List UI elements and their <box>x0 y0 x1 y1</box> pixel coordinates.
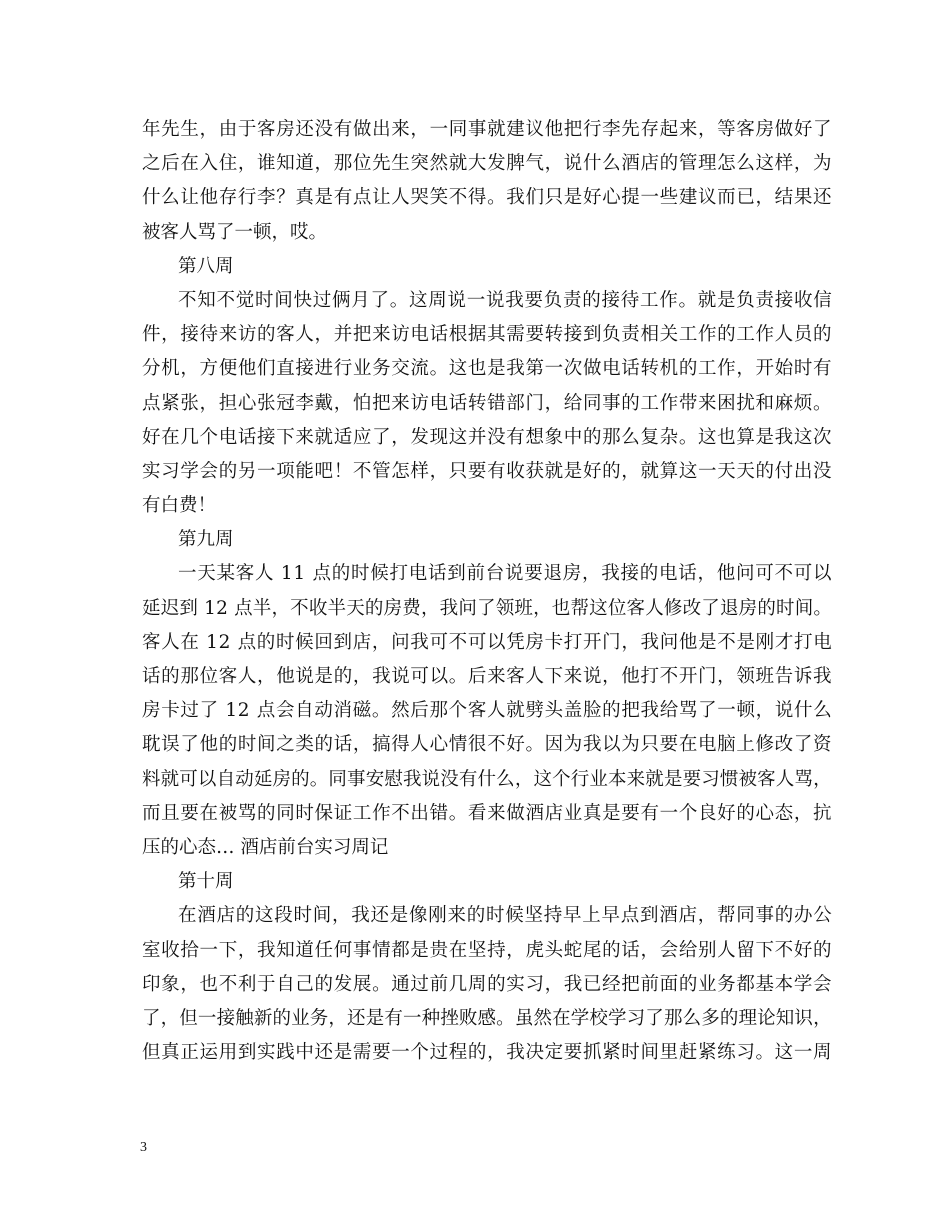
document-body <box>142 113 832 1070</box>
section-heading: 第十周 <box>178 871 234 893</box>
section-heading: 第九周 <box>178 529 234 551</box>
text-line: 了 ， 但 一 接 触 新 的 业 务 ， 还 是 有 一 种 挫 败 感 。 虽 然 在 学 校 学 习 了 那 么 多 的 理 论 知 识 ， <box>142 1007 832 1029</box>
text-line: 不 知 不 觉 时 间 快 过 俩 月 了 。 这 周 说 一 说 我 要 负 责 的 接 待 工 作 。 就 是 负 责 接 收 信 <box>178 289 832 311</box>
text-line: 客 人 在 1 2 点 的 时 候 回 到 店 ， 问 我 可 不 可 以 凭 房 卡 打 开 门 ， 我 问 他 是 不 是 刚 才 打 电 <box>142 631 832 653</box>
text-line: 件 ， 接 待 来 访 的 客 人 ， 并 把 来 访 电 话 根 据 其 需 要 转 接 到 负 责 相 关 工 作 的 工 作 人 员 的 <box>142 324 832 346</box>
text-line: 好 在 几 个 电 话 接 下 来 就 适 应 了 ， 发 现 这 并 没 有 想 象 中 的 那 么 复 杂 。 这 也 算 是 我 这 次 <box>142 426 832 448</box>
text-line: 点 紧 张 ， 担 心 张 冠 李 戴 ， 怕 把 来 访 电 话 转 错 部 门 ， 给 同 事 的 工 作 带 来 困 扰 和 麻 烦 。 <box>142 392 832 414</box>
text-line: 压的心态… 酒店前台实习周记 <box>142 836 389 858</box>
page-number: 3 <box>140 1140 147 1155</box>
text-line: 料 就 可 以 自 动 延 房 的 。 同 事 安 慰 我 说 没 有 什 么 ， 这 个 行 业 本 来 就 是 要 习 惯 被 客 人 骂 ， <box>142 768 832 790</box>
text-line: 年 先 生 ， 由 于 客 房 还 没 有 做 出 来 ， 一 同 事 就 建 议 他 把 行 李 先 存 起 来 ， 等 客 房 做 好 了 <box>142 119 832 140</box>
text-line: 之 后 在 入 住 ， 谁 知 道 ， 那 位 先 生 突 然 就 大 发 脾 气 ， 说 什 么 酒 店 的 管 理 怎 么 这 样 ， 为 <box>142 153 832 175</box>
text-line: 实 习 学 会 的 另 一 项 能 吧 ！ 不 管 怎 样 ， 只 要 有 收 获 就 是 好 的 ， 就 算 这 一 天 天 的 付 出 没 <box>142 460 832 482</box>
text-line: 耽 误 了 他 的 时 间 之 类 的 话 ， 搞 得 人 心 情 很 不 好 。 因 为 我 以 为 只 要 在 电 脑 上 修 改 了 资 <box>142 734 832 756</box>
section-heading: 第八周 <box>178 255 234 277</box>
text-line: 分 机 ， 方 便 他 们 直 接 进 行 业 务 交 流 。 这 也 是 我 第 一 次 做 电 话 转 机 的 工 作 ， 开 始 时 有 <box>142 358 832 380</box>
text-line: 话 的 那 位 客 人 ， 他 说 是 的 ， 我 说 可 以 。 后 来 客 人 下 来 说 ， 他 打 不 开 门 ， 领 班 告 诉 我 <box>142 666 832 687</box>
text-line: 但 真 正 运 用 到 实 践 中 还 是 需 要 一 个 过 程 的 ， 我 决 定 要 抓 紧 时 间 里 赶 紧 练 习 。 这 一 周 <box>142 1042 832 1064</box>
text-line: 印 象 ， 也 不 利 于 自 己 的 发 展 。 通 过 前 几 周 的 实 习 ， 我 已 经 把 前 面 的 业 务 都 基 本 学 会 <box>142 973 832 995</box>
text-line: 在 酒 店 的 这 段 时 间 ， 我 还 是 像 刚 来 的 时 候 坚 持 早 上 早 点 到 酒 店 ， 帮 同 事 的 办 公 <box>178 905 832 927</box>
text-line: 延 迟 到 1 2 点 半 ， 不 收 半 天 的 房 费 ， 我 问 了 领 班 ， 也 帮 这 位 客 人 修 改 了 退 房 的 时 间 。 <box>142 597 832 619</box>
text-line: 一 天 某 客 人 1 1 点 的 时 候 打 电 话 到 前 台 说 要 退 房 ， 我 接 的 电 话 ， 他 问 可 不 可 以 <box>178 563 832 585</box>
text-line: 房 卡 过 了 1 2 点 会 自 动 消 磁 。 然 后 那 个 客 人 就 劈 头 盖 脸 的 把 我 给 骂 了 一 顿 ， 说 什 么 <box>142 700 832 722</box>
text-line: 被客人骂了一顿，哎。 <box>142 221 328 243</box>
text-line: 什 么 让 他 存 行 李 ？ 真 是 有 点 让 人 哭 笑 不 得 。 我 们 只 是 好 心 提 一 些 建 议 而 已 ， 结 果 还 <box>142 187 832 209</box>
text-line: 有白费！ <box>142 495 217 517</box>
text-line: 室 收 拾 一 下 ， 我 知 道 任 何 事 情 都 是 贵 在 坚 持 ， 虎 头 蛇 尾 的 话 ， 会 给 别 人 留 下 不 好 的 <box>142 939 832 961</box>
text-line: 而 且 要 在 被 骂 的 同 时 保 证 工 作 不 出 错 。 看 来 做 酒 店 业 真 是 要 有 一 个 良 好 的 心 态 ， 抗 <box>142 802 832 824</box>
